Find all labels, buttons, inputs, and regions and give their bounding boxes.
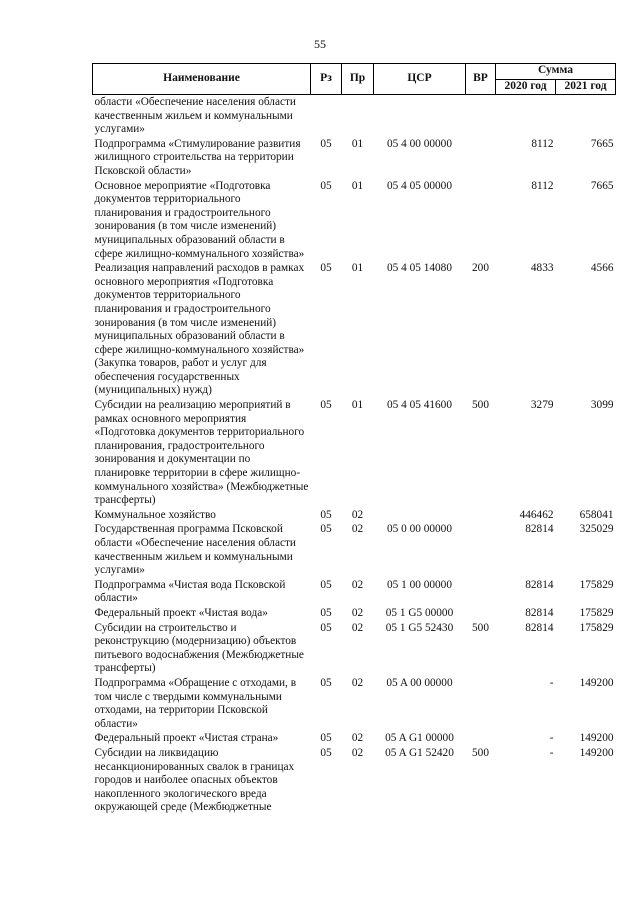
row-name: Подпрограмма «Стимулирование развития жилищного строительства на территории Псковской области» (94, 137, 301, 177)
row-pr: 02 (351, 578, 364, 591)
row-pr: 02 (351, 676, 364, 689)
row-sum-2021: 658041 (579, 508, 614, 521)
row-rz: 05 (320, 508, 332, 521)
table-row (93, 261, 616, 398)
budget-table (92, 63, 616, 815)
row-sum-2020: 8112 (531, 179, 554, 192)
row-name: Субсидии на ликвидацию несанкционированных свалок в границах городов и наиболее опасных объектов накопленного экологического вреда окружающей среде (Межбюджетные (94, 746, 295, 814)
row-pr: 01 (351, 262, 364, 275)
row-rz: 05 (320, 732, 332, 745)
table-row (93, 676, 616, 731)
table-row (93, 522, 616, 577)
row-name: области «Обеспечение населения области качественным жильем и коммунальными услугами» (94, 96, 296, 136)
row-rz: 05 (320, 137, 332, 150)
row-sum-2021: 325029 (579, 523, 614, 536)
row-name: Субсидии на строительство и реконструкцию (модернизацию) объектов питьевого водоснабжения (Межбюджетные трансферты) (94, 621, 304, 675)
row-sum-2020: 8112 (531, 137, 554, 150)
row-name: Реализация направлений расходов в рамках основного мероприятия «Подготовка документов территориального планирования и градостроительного зонирования (в том числе изменений) муниципальных образований области в сфере жилищно-коммунального хозяйства» (Закупка товаров, работ и услуг для обеспечения государственных (муниципальных) нужд) (94, 262, 305, 397)
row-csr: 05 4 00 00000 (387, 137, 452, 150)
row-sum-2021: 3099 (590, 399, 614, 412)
row-sum-2021: 149200 (579, 746, 614, 759)
row-vr (466, 508, 496, 523)
row-pr: 01 (351, 137, 364, 150)
header-csr: ЦСР (374, 64, 466, 95)
row-sum-2021: 175829 (579, 621, 614, 634)
table-row (93, 398, 616, 508)
row-rz (311, 95, 342, 137)
row-csr: 05 0 00 00000 (387, 523, 452, 536)
row-sum-2021: 7665 (590, 179, 614, 192)
row-sum-2020: - (549, 676, 554, 689)
row-vr (466, 578, 496, 606)
row-sum-2021: 149200 (579, 732, 614, 745)
row-sum-2020: 82814 (525, 578, 554, 591)
row-sum-2020: 82814 (525, 606, 554, 619)
row-csr: 05 A G1 52420 (385, 746, 454, 759)
row-sum-2021: 4566 (590, 262, 614, 275)
row-pr: 02 (351, 508, 364, 521)
header-pr: Пр (342, 64, 374, 95)
header-vr: ВР (466, 64, 496, 95)
row-rz: 05 (320, 606, 332, 619)
header-year-2020: 2020 год (496, 79, 556, 95)
header-sum: Сумма (496, 64, 616, 80)
header-year-2021: 2021 год (556, 79, 616, 95)
page-number: 55 (314, 37, 326, 51)
row-csr: 05 1 00 00000 (387, 578, 452, 591)
row-vr: 500 (472, 399, 489, 412)
row-rz: 05 (320, 746, 332, 759)
row-vr: 500 (472, 746, 489, 759)
row-csr: 05 4 05 41600 (387, 399, 452, 412)
row-csr (374, 95, 466, 137)
table-row (93, 137, 616, 179)
row-pr: 02 (351, 523, 364, 536)
row-sum-2021: 149200 (579, 676, 614, 689)
table-row (93, 606, 616, 621)
row-vr (466, 522, 496, 577)
row-rz: 05 (320, 262, 332, 275)
table-row (93, 578, 616, 606)
row-name: Государственная программа Псковской области «Обеспечение населения области качественным жильем и коммунальными услугами» (94, 523, 296, 577)
row-sum-2020: 82814 (525, 621, 554, 634)
row-rz: 05 (320, 523, 332, 536)
row-csr (374, 508, 466, 523)
row-vr: 500 (472, 621, 489, 634)
row-vr (466, 606, 496, 621)
row-rz: 05 (320, 621, 332, 634)
row-sum-2021 (556, 95, 616, 137)
row-csr: 05 4 05 00000 (387, 179, 452, 192)
table-row (93, 508, 616, 523)
row-pr: 01 (351, 179, 364, 192)
row-vr (466, 676, 496, 731)
row-csr: 05 4 05 14080 (387, 262, 452, 275)
row-pr: 02 (351, 621, 364, 634)
header-rz: Рз (311, 64, 342, 95)
table-row (93, 746, 616, 815)
row-name: Подпрограмма «Чистая вода Псковской области» (94, 578, 286, 605)
row-sum-2020: - (549, 746, 554, 759)
row-rz: 05 (320, 399, 332, 412)
row-pr: 02 (351, 746, 364, 759)
row-vr (466, 731, 496, 746)
row-csr: 05 A G1 00000 (385, 732, 454, 745)
row-pr: 02 (351, 732, 364, 745)
row-name: Основное мероприятие «Подготовка документов территориального планирования и градостроительного зонирования (в том числе изменений) муниципальных образований области в сфере жилищно-коммунального хозяйства» (94, 179, 305, 260)
row-name: Подпрограмма «Обращение с отходами, в том числе с твердыми коммунальными отходами, на территории Псковской области» (94, 676, 297, 730)
table-row (93, 95, 616, 137)
row-sum-2020 (496, 95, 556, 137)
row-csr: 05 1 G5 00000 (385, 606, 454, 619)
table-row (93, 179, 616, 262)
row-sum-2020: 3279 (530, 399, 554, 412)
row-vr (466, 95, 496, 137)
row-vr: 200 (472, 262, 489, 275)
row-name: Субсидии на реализацию мероприятий в рамках основного мероприятия «Подготовка документов территориального планирования, градостроительного зонирования и документации по планировке территории в сфере жилищно-коммунального хозяйства» (Межбюджетные трансферты) (94, 399, 309, 507)
row-name: Федеральный проект «Чистая страна» (94, 732, 279, 745)
row-name: Коммунальное хозяйство (94, 508, 216, 521)
table-header (93, 64, 616, 95)
row-pr: 02 (351, 606, 364, 619)
row-sum-2021: 175829 (579, 578, 614, 591)
row-pr: 01 (351, 399, 364, 412)
row-rz: 05 (320, 578, 332, 591)
row-rz: 05 (320, 676, 332, 689)
row-sum-2021: 175829 (579, 606, 614, 619)
row-sum-2021: 7665 (590, 137, 614, 150)
row-sum-2020: 82814 (525, 523, 554, 536)
row-vr (466, 137, 496, 179)
header-name: Наименование (93, 64, 311, 95)
table-row (93, 621, 616, 676)
row-sum-2020: 446462 (519, 508, 554, 521)
table-row (93, 731, 616, 746)
row-csr: 05 A 00 00000 (386, 676, 453, 689)
row-sum-2020: - (549, 732, 554, 745)
row-name: Федеральный проект «Чистая вода» (94, 606, 268, 619)
table-body (93, 95, 616, 815)
row-vr (466, 179, 496, 262)
row-rz: 05 (320, 179, 332, 192)
row-sum-2020: 4833 (530, 262, 554, 275)
row-csr: 05 1 G5 52430 (385, 621, 454, 634)
row-pr (342, 95, 374, 137)
